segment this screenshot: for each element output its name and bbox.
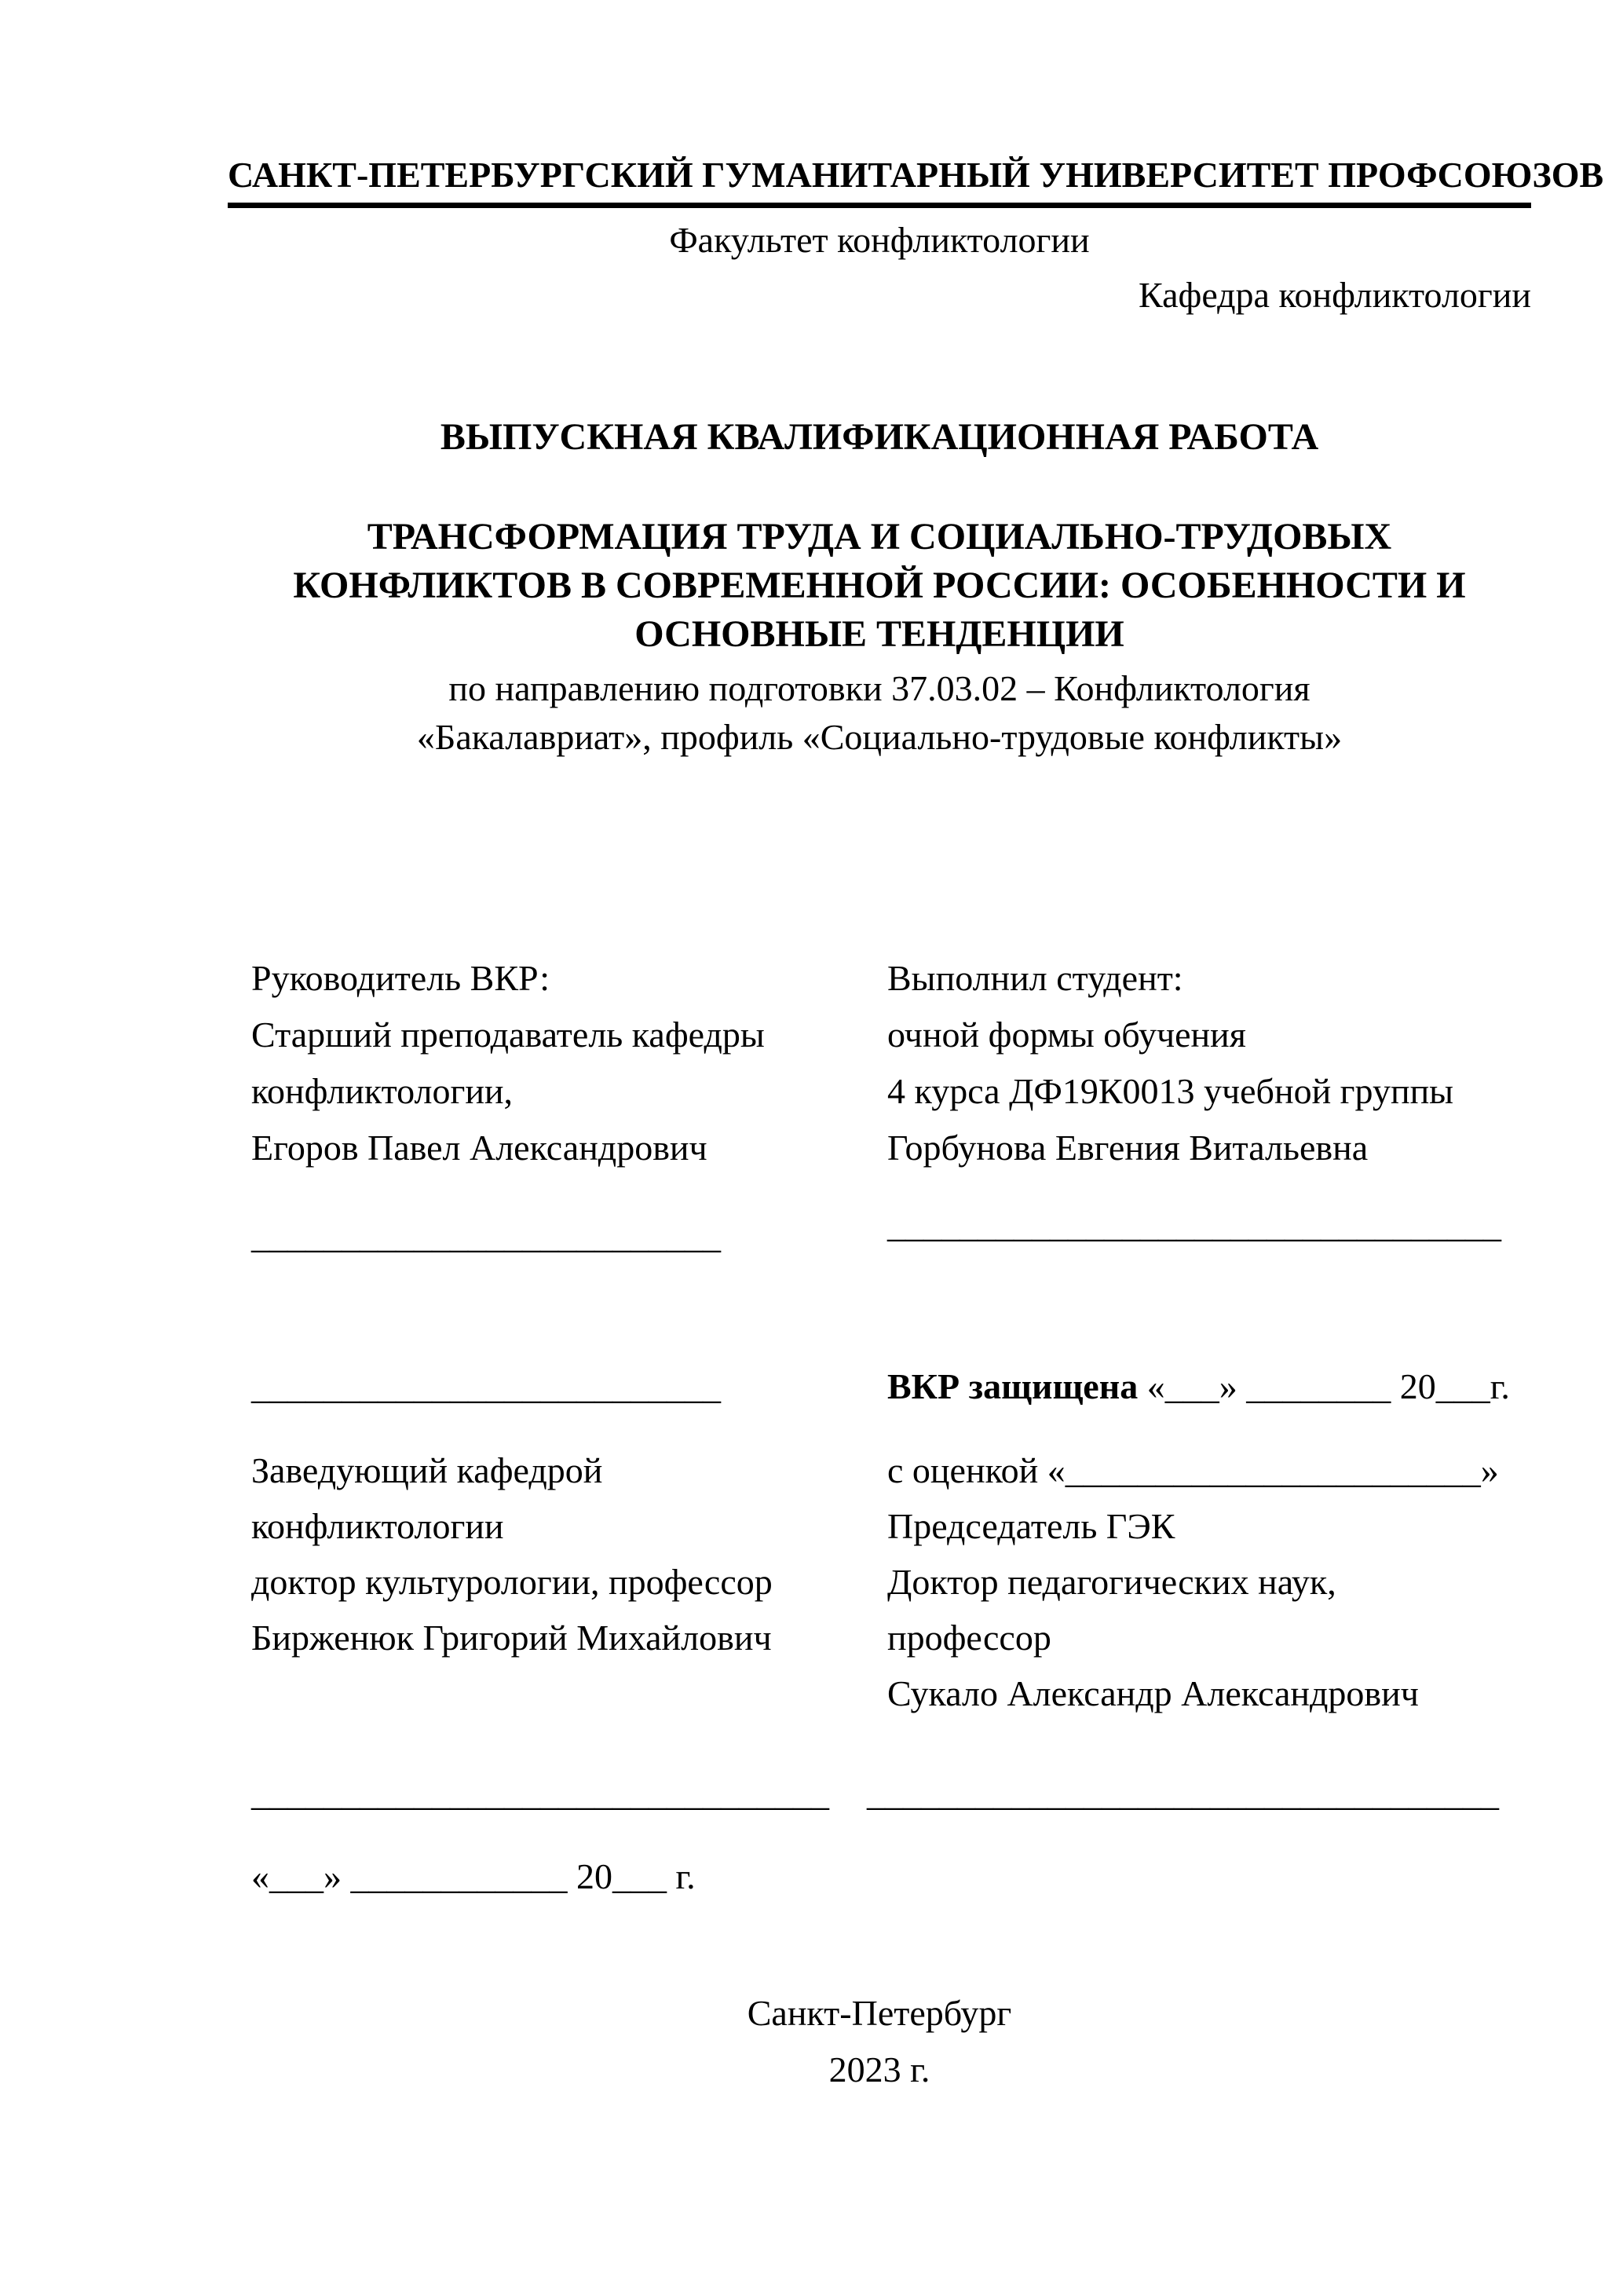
- work-type-heading: ВЫПУСКНАЯ КВАЛИФИКАЦИОННАЯ РАБОТА: [440, 416, 1319, 458]
- thesis-title-line-1: ТРАНСФОРМАЦИЯ ТРУДА И СОЦИАЛЬНО-ТРУДОВЫХ: [367, 516, 1392, 558]
- head-date-line: «___» ____________ 20___ г.: [251, 1856, 696, 1896]
- header-rule: [228, 203, 1531, 208]
- supervisor-name: Егоров Павел Александрович: [251, 1128, 707, 1168]
- student-block: [887, 950, 1539, 1176]
- thesis-title: [228, 513, 1531, 659]
- chairman-name: Сукало Александр Александрович: [887, 1673, 1419, 1713]
- student-name: Горбунова Евгения Витальевна: [887, 1128, 1369, 1168]
- chairman-rank: профессор: [887, 1618, 1051, 1658]
- program-block: [228, 664, 1531, 762]
- head-signature-line: __________________________: [251, 1366, 721, 1406]
- defense-date-blank: «___» ________ 20___г.: [1138, 1366, 1510, 1406]
- chairman-degree: Доктор педагогических наук,: [887, 1562, 1336, 1602]
- profile-line: «Бакалавриат», профиль «Социально-трудовые конфликты»: [416, 717, 1343, 757]
- footer: [228, 1985, 1531, 2098]
- header: [228, 152, 1604, 320]
- thesis-title-line-3: ОСНОВНЫЕ ТЕНДЕНЦИИ: [634, 613, 1124, 655]
- grade-line: с оценкой «_______________________»: [887, 1450, 1499, 1490]
- thesis-title-line-2: КОНФЛИКТОВ В СОВРЕМЕННОЙ РОССИИ: ОСОБЕННОСТИ И: [293, 565, 1466, 606]
- supervisor-position-line-1: Старший преподаватель кафедры: [251, 1015, 765, 1055]
- chairman-signature-line: ___________________________________: [867, 1773, 1499, 1813]
- footer-year: 2023 г.: [828, 2049, 930, 2089]
- student-study-form: очной формы обучения: [887, 1015, 1246, 1055]
- student-signature-line: __________________________________: [887, 1205, 1501, 1245]
- student-group: 4 курса ДФ19К0013 учебной группы: [887, 1071, 1454, 1111]
- head-name: Бирженюк Григорий Михайлович: [251, 1618, 772, 1658]
- supervisor-position-line-2: конфликтологии,: [251, 1071, 514, 1111]
- footer-city: Санкт-Петербург: [747, 1993, 1012, 2033]
- head-label-line-1: Заведующий кафедрой: [251, 1450, 603, 1490]
- program-line: по направлению подготовки 37.03.02 – Конфликтология: [448, 668, 1310, 708]
- gek-chairman-block: [887, 1442, 1547, 1721]
- supervisor-signature-line: __________________________: [251, 1216, 721, 1256]
- faculty-line: Факультет конфликтологии: [669, 220, 1090, 260]
- department-line: Кафедра конфликтологии: [1139, 275, 1531, 315]
- chairman-label: Председатель ГЭК: [887, 1506, 1175, 1546]
- student-label: Выполнил студент:: [887, 958, 1183, 998]
- head-signature-line-2: ________________________________: [251, 1773, 829, 1813]
- defense-date-label: ВКР защищена: [887, 1366, 1139, 1406]
- head-label-line-2: конфликтологии: [251, 1506, 504, 1546]
- university-name: САНКТ-ПЕТЕРБУРГСКИЙ ГУМАНИТАРНЫЙ УНИВЕРСИТЕТ ПРОФСОЮЗОВ: [228, 155, 1604, 195]
- supervisor-label: Руководитель ВКР:: [251, 958, 550, 998]
- supervisor-block: [251, 950, 879, 1176]
- defense-date-line: [887, 1358, 1510, 1415]
- head-degree: доктор культурологии, профессор: [251, 1562, 773, 1602]
- head-of-department-block: [251, 1442, 879, 1665]
